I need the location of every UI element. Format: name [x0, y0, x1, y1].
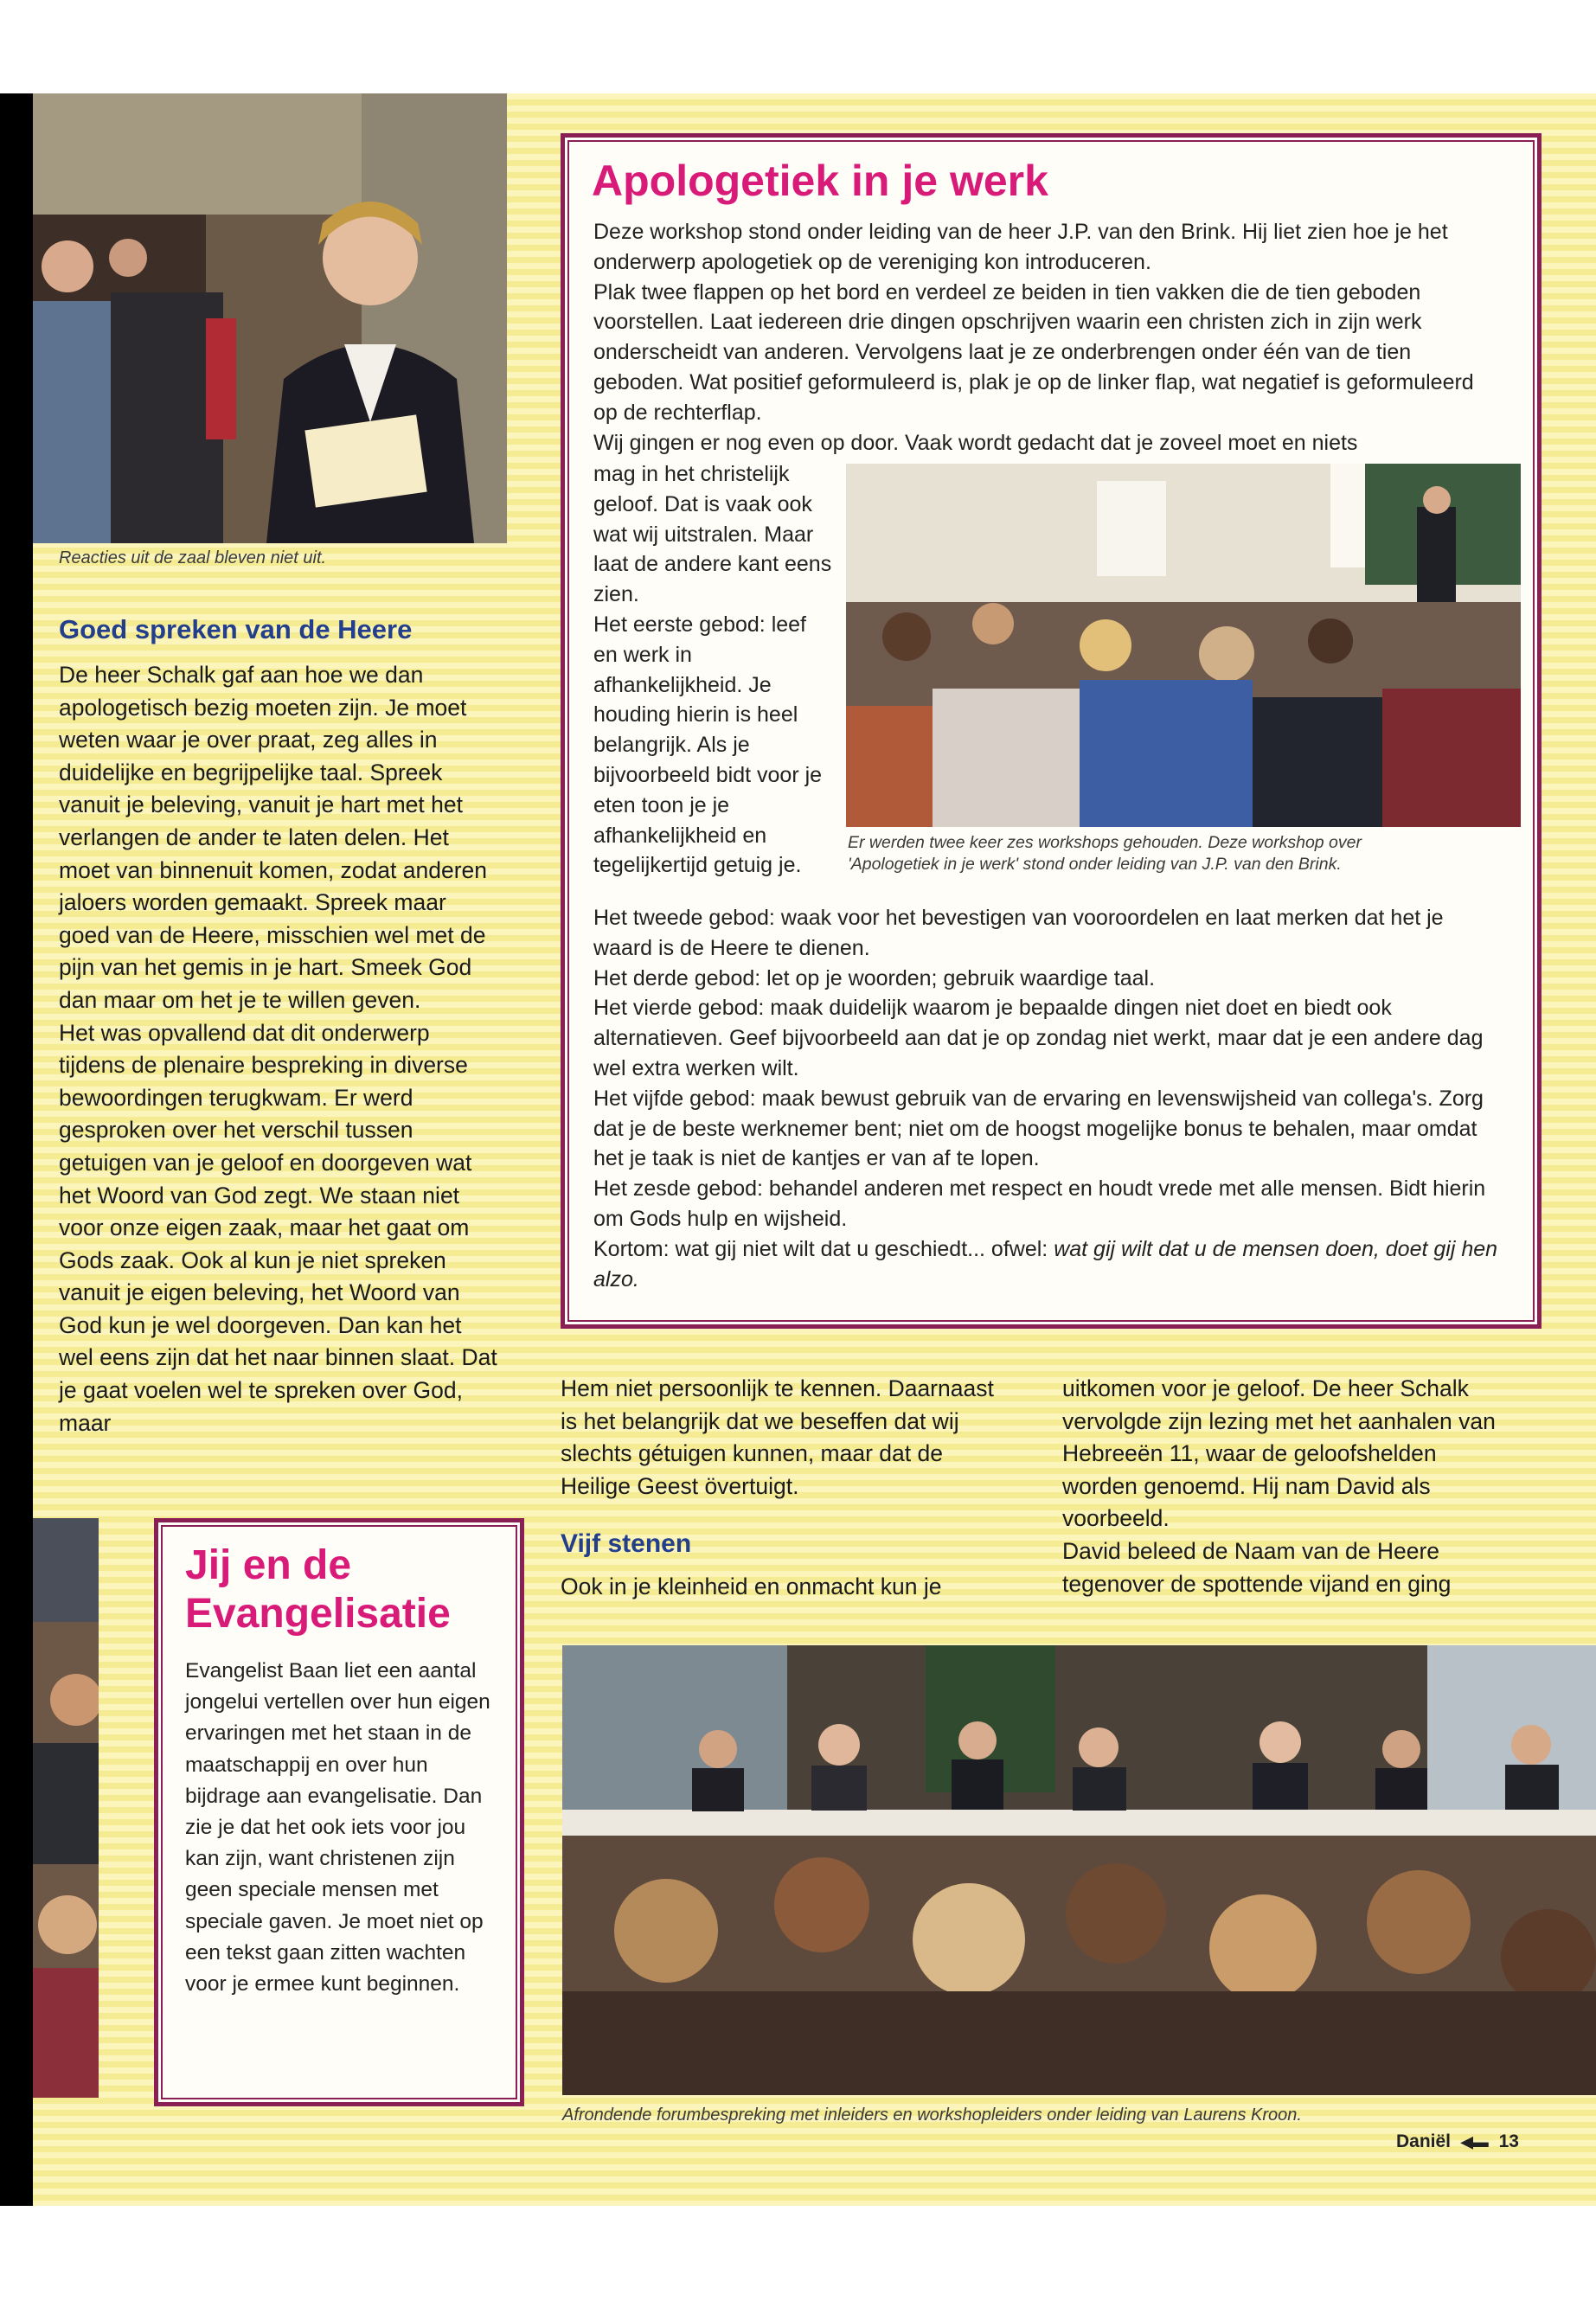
- left-column-text: [59, 659, 500, 1439]
- arrow-icon: ◀▬: [1460, 2133, 1489, 2150]
- commandment-2: Het tweede gebod: waak voor het bevestigen van vooroordelen en laat merken dat het je waard is de Heere te dienen.: [593, 906, 1444, 960]
- box-evangelisatie-title: [185, 1541, 451, 1638]
- kortom-quote: wat gij wilt dat u de mensen doen, doet gij hen alzo.: [593, 1236, 1498, 1292]
- evangelisatie-title-line-2: Evangelisatie: [185, 1591, 451, 1637]
- photo-crowd-strip: [33, 1518, 99, 2098]
- left-paragraph-1: De heer Schalk gaf aan hoe we dan apologetisch bezig moeten zijn. Je moet weten waar je over praat, zeg alles in duidelijke en begrijpelijke taal. Spreek vanuit je beleving, vanuit je hart met het verlangen de ander te laten delen. Het moet van binnenuit komen, zodat anderen jaloers worden gemaakt. Spreek maar goed van de Heere, misschien wel met de pijn van het gemis in je hart. Smeek God dan maar om het je te willen geven.: [59, 662, 487, 1013]
- kortom-prefix: Kortom: wat gij niet wilt dat u geschiedt... ofwel:: [593, 1236, 1054, 1261]
- caption-top-left: Reacties uit de zaal bleven niet uit.: [59, 548, 327, 567]
- caption-workshop-line-1: Er werden twee keer zes workshops gehouden. Deze workshop over: [848, 833, 1362, 852]
- caption-workshop: [848, 832, 1362, 876]
- box-apologetiek-bottom-text: [593, 903, 1503, 1294]
- caption-forum: Afrondende forumbespreking met inleiders en workshopleiders onder leiding van Laurens Kroon.: [562, 2106, 1302, 2125]
- commandment-5: Het vijfde gebod: maak bewust gebruik van de ervaring en levenswijsheid van collega's. Zorg dat je de beste werknemer bent; niet om de hoogst mogelijke bonus te behalen, maar omdat het je taak is niet de kantjes er van af te lopen.: [593, 1086, 1484, 1171]
- commandment-4: Het vierde gebod: maak duidelijk waarom je bepaalde dingen niet doet en biedt ook alternatieven. Geef bijvoorbeeld aan dat je op zondag niet werkt, maar dat je een andere dag wel extra werken wilt.: [593, 996, 1484, 1080]
- commandment-3: Het derde gebod: let op je woorden; gebruik waardige taal.: [593, 965, 1156, 990]
- box-apologetiek-narrow-text: [593, 459, 836, 881]
- photo-audience-reactions: [33, 93, 507, 543]
- apologetiek-instruction: Plak twee flappen op het bord en verdeel ze beiden in tien vakken die de tien geboden voorstellen. Laat iedereen drie dingen opschrijven waarin een christen zich in zijn werk onderscheidt van anderen. Vervolgens laat je ze onderbrengen onder één van de tien geboden. Wat positief geformuleerd is, plak je op de linker flap, wat negatief is geformuleerd op de rechterflap.: [593, 279, 1474, 425]
- left-paragraph-2: Het was opvallend dat dit onderwerp tijdens de plenaire bespreking in diverse bewoordingen terugkwam. Er werd gesproken over het verschil tussen getuigen van je geloof en doorgeven wat het Woord van God zegt. We staan niet voor onze eigen zaak, maar het gaat om Gods zaak. Ook al kun je niet spreken vanuit je eigen beleving, het Woord van God kun je wel doorgeven. Dan kan het wel eens zijn dat het naar binnen slaat. Dat je gaat voelen wel te spreken over God, maar: [59, 1019, 497, 1436]
- page-number: 13: [1498, 2131, 1519, 2151]
- right-paragraph-1: uitkomen voor je geloof. De heer Schalk vervolgde zijn lezing met het aanhalen van Hebreeën 11, waar de geloofshelden worden genoemd. Hij nam David als voorbeeld.: [1062, 1375, 1496, 1532]
- apologetiek-first-commandment: Het eerste gebod: leef en werk in afhankelijkheid. Je houding hierin is heel belangrijk. Als je bijvoorbeeld bidt voor je eten toon je je afhankelijkheid en tegelijkertijd getuig je.: [593, 612, 823, 878]
- heading-goed-spreken: Goed spreken van de Heere: [59, 614, 413, 644]
- middle-paragraph-1: Hem niet persoonlijk te kennen. Daarnaast is het belangrijk dat we beseffen dat wij slechts gétuigen kunnen, maar dat de Heilige Geest övertuigt.: [561, 1375, 994, 1499]
- photo-workshop: [846, 464, 1521, 827]
- page-edge-bar: [0, 93, 33, 2206]
- magazine-name: Daniël: [1396, 2131, 1452, 2151]
- right-paragraph-2: David beleed de Naam van de Heere tegenover de spottende vijand en ging: [1062, 1537, 1452, 1597]
- caption-workshop-line-2: 'Apologetiek in je werk' stond onder leiding van J.P. van den Brink.: [848, 855, 1342, 875]
- middle-column-text-2: [561, 1571, 1010, 1604]
- box-apologetiek-top-text: [593, 217, 1497, 458]
- box-evangelisatie-text: [185, 1656, 497, 2000]
- apologetiek-kortom: [593, 1234, 1503, 1295]
- evangelisatie-title-line-1: Jij en de: [185, 1542, 352, 1588]
- apologetiek-intro: Deze workshop stond onder leiding van de heer J.P. van den Brink. Hij liet zien hoe je het onderwerp apologetiek op de vereniging kon introduceren.: [593, 220, 1448, 274]
- middle-column-text: [561, 1373, 1010, 1503]
- heading-vijf-stenen: Vijf stenen: [561, 1529, 692, 1558]
- photo-forum-discussion: [562, 1645, 1596, 2095]
- box-apologetiek-title: Apologetiek in je werk: [592, 157, 1048, 205]
- apologetiek-door-line: Wij gingen er nog even op door. Vaak wordt gedacht dat je zoveel moet en niets: [593, 430, 1358, 455]
- apologetiek-narrow: mag in het christelijk geloof. Dat is vaak ook wat wij uitstralen. Maar laat de andere kant eens zien.: [593, 462, 832, 607]
- middle-paragraph-2: Ook in je kleinheid en onmacht kun je: [561, 1574, 942, 1599]
- page-footer: [1396, 2131, 1519, 2152]
- right-column-text: [1062, 1373, 1512, 1600]
- commandment-6: Het zesde gebod: behandel anderen met respect en houdt vrede met alle mensen. Bidt hierin om Gods hulp en wijsheid.: [593, 1176, 1486, 1231]
- evangelisatie-paragraph: Evangelist Baan liet een aantal jongelui vertellen over hun eigen ervaringen met het staan in de maatschappij en over hun bijdrage aan evangelisatie. Dan zie je dat het ook iets voor jou kan zijn, want christenen zijn geen speciale mensen met speciale gaven. Je moet niet op een tekst gaan zitten wachten voor je ermee kunt beginnen.: [185, 1659, 490, 1997]
